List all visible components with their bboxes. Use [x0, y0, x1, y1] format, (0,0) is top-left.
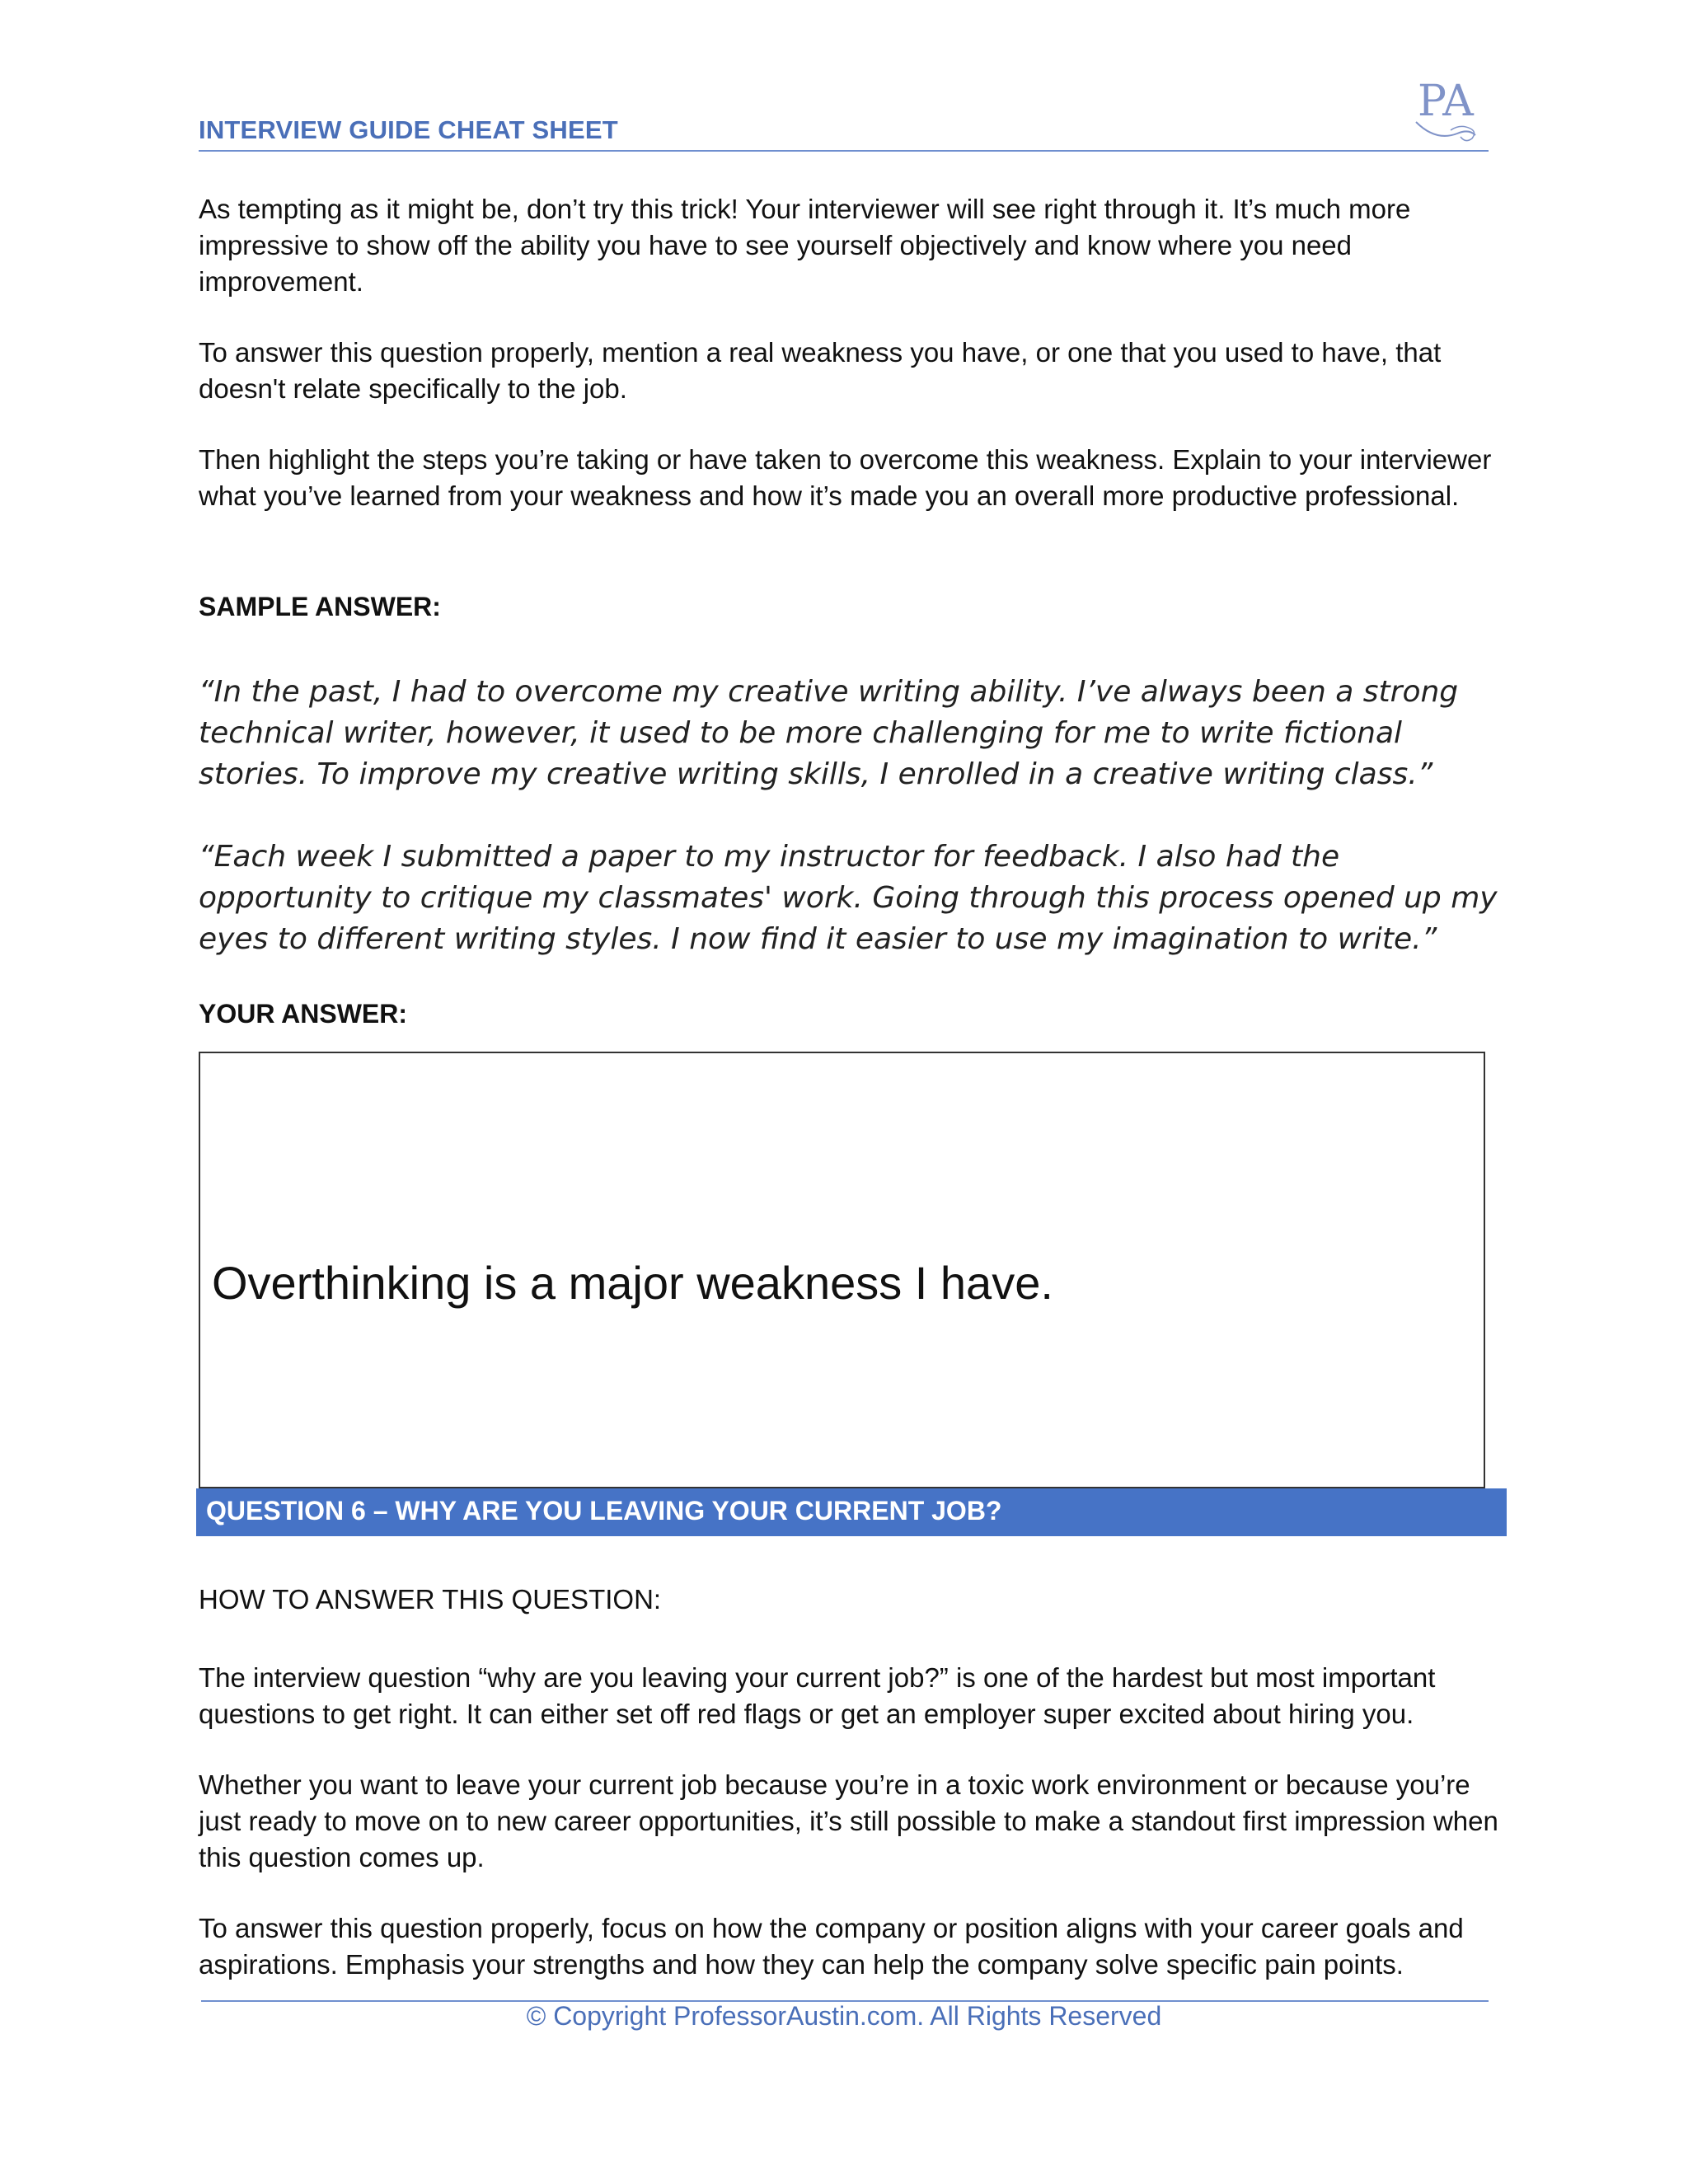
header-title: INTERVIEW GUIDE CHEAT SHEET [199, 115, 618, 144]
intro-paragraph: As tempting as it might be, don’t try this trick! Your interviewer will see right through it. It’s much more impressive to show off the ability you have to see yourself objectively and know where you need improvement. [199, 194, 1411, 297]
question-title: QUESTION 6 – WHY ARE YOU LEAVING YOUR CURRENT JOB? [206, 1496, 1002, 1526]
question-paragraph: The interview question “why are you leaving your current job?” is one of the hardest but most important questions to get right. It can either set off red flags or get an employer super excited about hiring you. [199, 1662, 1436, 1729]
how-to-heading: HOW TO ANSWER THIS QUESTION: [199, 1584, 662, 1615]
intro-paragraph: To answer this question properly, mention a real weakness you have, or one that you used to have, that doesn't relate specifically to the job. [199, 337, 1442, 404]
question-banner [196, 1488, 1507, 1536]
header-divider [199, 150, 1489, 152]
your-answer-text[interactable]: Overthinking is a major weakness I have. [212, 1257, 1053, 1309]
pa-logo [1411, 69, 1485, 152]
sample-quote: “In the past, I had to overcome my creative writing ability. I’ve always been a strong technical writer, however, it used to be more challenging for me to write fictional stories. To improve my creative writing skills, I enrolled in a creative writing class.” [199, 675, 1459, 791]
intro-paragraph: Then highlight the steps you’re taking or have taken to overcome this weakness. Explain to your interviewer what you’ve learned from your weakness and how it’s made you an overall more productive professional. [199, 444, 1492, 511]
sample-quote: “Each week I submitted a paper to my instructor for feedback. I also had the opportunity to critique my classmates' work. Going through this process opened up my eyes to different writing styles. I now find it easier to use my imagination to write.” [199, 840, 1498, 956]
question-paragraph: Whether you want to leave your current job because you’re in a toxic work environment or because you’re just ready to move on to new career opportunities, it’s still possible to make a standout first impression when this question comes up. [199, 1769, 1498, 1872]
your-answer-label: YOUR ANSWER: [199, 999, 408, 1029]
footer-copyright: © Copyright ProfessorAustin.com. All Rights Reserved [526, 2001, 1162, 2031]
question-paragraph: To answer this question properly, focus on how the company or position aligns with your career goals and aspirations. Emphasis your strengths and how they can help the company solve specific pain points. [199, 1913, 1464, 1980]
sample-answer-label: SAMPLE ANSWER: [199, 592, 441, 621]
logo-text: PA [1418, 77, 1474, 126]
your-answer-box[interactable] [199, 1052, 1485, 1488]
